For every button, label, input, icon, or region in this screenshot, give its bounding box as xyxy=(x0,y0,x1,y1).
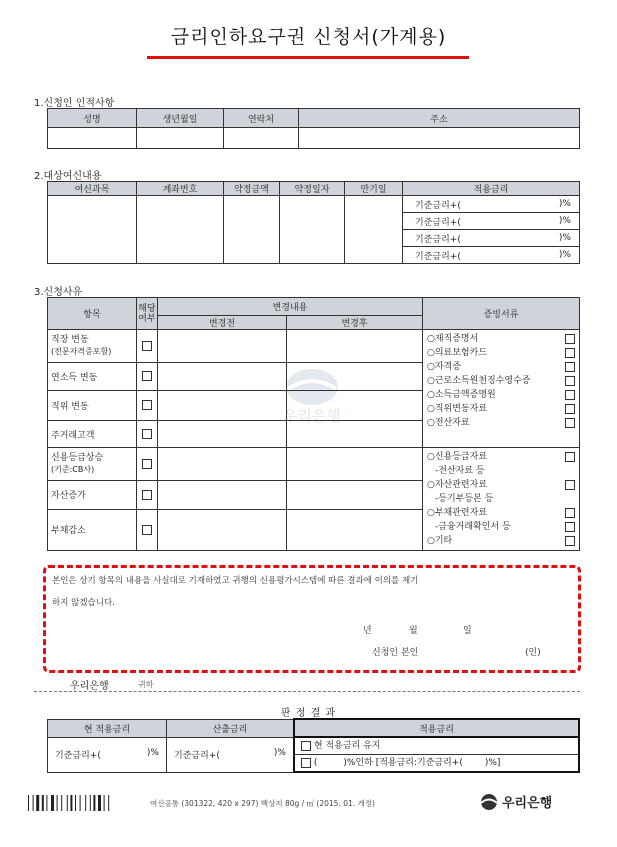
applicant-info-table xyxy=(47,108,580,149)
item-label: 신용등급상승 xyxy=(51,452,104,463)
brand-name: 우리은행 xyxy=(502,796,553,811)
checkbox[interactable] xyxy=(565,508,575,518)
item-debt-decrease: 부채감소 xyxy=(48,509,137,550)
before-field[interactable] xyxy=(158,330,287,363)
rate-row[interactable] xyxy=(403,230,579,247)
current-rate-cell[interactable] xyxy=(48,737,167,772)
applicant-label: 신청인 본인 xyxy=(372,648,419,658)
option-keep[interactable] xyxy=(295,738,578,755)
loan-details-table xyxy=(47,181,580,264)
checkbox[interactable] xyxy=(565,390,575,400)
bank-logo-icon xyxy=(480,793,498,811)
contact-field[interactable] xyxy=(224,128,299,149)
item-job-change xyxy=(48,330,137,363)
doc-label: -금융거래확인서 등 xyxy=(435,522,511,532)
checkbox[interactable] xyxy=(142,341,152,351)
checkbox[interactable] xyxy=(142,400,152,410)
doc-item xyxy=(427,492,575,506)
header-birthdate: 생년월일 xyxy=(137,109,224,128)
form-title: 금리인하요구권 신청서(가계용) xyxy=(170,26,447,48)
address-field[interactable] xyxy=(299,128,580,149)
watermark-text: 우리은행 xyxy=(283,407,341,425)
applied-rate-cell xyxy=(403,196,580,264)
before-field[interactable] xyxy=(158,448,287,481)
calc-rate-prefix: 기준금리+( xyxy=(174,751,220,761)
seal-label: (인) xyxy=(525,648,541,658)
doc-label: ○재직증명서 xyxy=(427,334,479,344)
addressee-bank: 우리은행 xyxy=(70,681,109,692)
header-applicable: 해당 여부 xyxy=(137,298,158,330)
cut-line xyxy=(34,691,580,692)
rate-suffix: )% xyxy=(558,250,571,260)
documents-group-1 xyxy=(423,330,580,448)
checkbox[interactable] xyxy=(142,371,152,381)
option-lower[interactable] xyxy=(295,755,578,771)
doc-item xyxy=(427,520,575,534)
rate-prefix: 기준금리+( xyxy=(415,234,461,245)
doc-label: -등기부등본 등 xyxy=(435,494,494,504)
date-year: 년 xyxy=(363,626,372,636)
header-final-rate: 적용금리 xyxy=(294,719,579,737)
calc-rate-cell[interactable] xyxy=(167,737,295,772)
declaration-line1: 본인은 상기 항목의 내용을 사실대로 기재하였고 귀행의 신용평가시스템에 따른 결과에 이의를 제기 xyxy=(52,576,419,586)
after-field[interactable] xyxy=(287,391,423,421)
header-current-rate: 현 적용금리 xyxy=(48,719,167,737)
checkbox[interactable] xyxy=(301,741,311,751)
section1-heading: 1.신청인 인적사항 xyxy=(34,98,115,109)
doc-item xyxy=(427,478,575,492)
header-address: 주소 xyxy=(299,109,580,128)
after-field[interactable] xyxy=(287,448,423,481)
after-field[interactable] xyxy=(287,421,423,448)
doc-label: ○신용등급자료 xyxy=(427,452,488,462)
rate-prefix: 기준금리+( xyxy=(415,217,461,228)
header-account-number: 계좌번호 xyxy=(137,182,224,196)
before-field[interactable] xyxy=(158,509,287,550)
doc-item xyxy=(427,506,575,520)
header-applied-rate: 적용금리 xyxy=(403,182,580,196)
rate-row[interactable] xyxy=(403,247,579,263)
doc-label: ○직위변동자료 xyxy=(427,404,488,414)
before-field[interactable] xyxy=(158,421,287,448)
after-field[interactable] xyxy=(287,363,423,391)
header-maturity-date: 만기일 xyxy=(345,182,403,196)
loan-type-field[interactable] xyxy=(48,196,137,264)
section3-heading: 3.신청사유 xyxy=(34,287,83,298)
documents-group-2 xyxy=(423,448,580,551)
doc-item xyxy=(427,346,575,360)
item-main-customer: 주거래고객 xyxy=(48,421,137,448)
item-income-change: 연소득 변동 xyxy=(48,363,137,391)
date-day: 일 xyxy=(463,626,472,636)
doc-item xyxy=(427,450,575,464)
option-lower-close: )%] xyxy=(484,758,501,768)
option-lower-open: ( xyxy=(313,758,318,768)
rate-row[interactable] xyxy=(403,196,579,213)
before-field[interactable] xyxy=(158,391,287,421)
header-documents: 증빙서류 xyxy=(423,298,580,330)
doc-item xyxy=(427,388,575,402)
header-contract-amount: 약정금액 xyxy=(224,182,280,196)
result-title: 판 정 결 과 xyxy=(280,708,337,719)
rate-prefix: 기준금리+( xyxy=(415,200,461,211)
doc-item xyxy=(427,464,575,478)
checkbox[interactable] xyxy=(301,758,311,768)
reason-table xyxy=(47,297,580,551)
checkbox[interactable] xyxy=(565,452,575,462)
before-field[interactable] xyxy=(158,480,287,509)
doc-label: ○자격증 xyxy=(427,362,461,372)
doc-item xyxy=(427,402,575,416)
header-before: 변경전 xyxy=(158,316,287,330)
checkbox[interactable] xyxy=(565,522,575,532)
item-label: 직장 변동 xyxy=(51,335,89,345)
item-sublabel: (전문자격증포함) xyxy=(51,347,112,356)
item-position-change: 직위 변동 xyxy=(48,391,137,421)
addressee-suffix: 귀하 xyxy=(138,680,154,689)
rate-row[interactable] xyxy=(403,213,579,230)
header-change: 변경내용 xyxy=(158,298,423,316)
doc-label: ○기타 xyxy=(427,536,453,546)
result-table xyxy=(47,718,580,773)
section2-heading: 2.대상여신내용 xyxy=(34,171,102,182)
birthdate-field[interactable] xyxy=(137,128,224,149)
header-calculated-rate: 산출금리 xyxy=(167,719,295,737)
after-field[interactable] xyxy=(287,330,423,363)
doc-item xyxy=(427,360,575,374)
rate-suffix: )% xyxy=(558,216,571,226)
contract-date-field[interactable] xyxy=(280,196,345,264)
contract-amount-field[interactable] xyxy=(224,196,280,264)
checkbox[interactable] xyxy=(565,362,575,372)
form-code: 여신공통 (301322, 420 x 297) 백상지 80g / ㎡ (2015. 01. 개정) xyxy=(150,799,375,808)
checkbox[interactable] xyxy=(565,376,575,386)
rate-suffix: )% xyxy=(558,233,571,243)
item-sublabel: (기준:CB사) xyxy=(51,464,95,474)
doc-label: ○자산관련자료 xyxy=(427,480,488,490)
calc-rate-suffix: )% xyxy=(273,748,286,758)
header-item: 항목 xyxy=(48,298,137,330)
declaration-line2: 하지 않겠습니다. xyxy=(52,598,115,608)
name-field[interactable] xyxy=(48,128,137,149)
doc-label: ○의료보험카드 xyxy=(427,348,488,358)
date-month: 월 xyxy=(409,626,418,636)
doc-label: ○부채관련자료 xyxy=(427,508,488,518)
doc-item xyxy=(427,416,575,430)
option-keep-label: 현 적용금리 유지 xyxy=(313,741,381,751)
checkbox[interactable] xyxy=(142,429,152,439)
declaration-highlight-box xyxy=(43,565,581,673)
doc-item xyxy=(427,534,575,548)
checkbox[interactable] xyxy=(565,404,575,414)
doc-label: ○소득금액증명원 xyxy=(427,390,496,400)
checkbox[interactable] xyxy=(565,536,575,546)
header-loan-type: 여신과목 xyxy=(48,182,137,196)
header-name: 성명 xyxy=(48,109,137,128)
checkbox[interactable] xyxy=(142,459,152,469)
current-rate-suffix: )% xyxy=(146,748,159,758)
header-contact: 연락처 xyxy=(224,109,299,128)
brand-logo xyxy=(480,792,552,811)
checkbox[interactable] xyxy=(142,525,152,535)
doc-label: ○전산자료 xyxy=(427,418,470,428)
doc-label: -전산자료 등 xyxy=(435,466,485,476)
account-number-field[interactable] xyxy=(137,196,224,264)
checkbox[interactable] xyxy=(565,480,575,490)
barcode-icon xyxy=(28,795,128,811)
header-contract-date: 약정일자 xyxy=(280,182,345,196)
doc-item xyxy=(427,332,575,346)
after-field[interactable] xyxy=(287,509,423,550)
checkbox[interactable] xyxy=(565,418,575,428)
item-credit-upgrade xyxy=(48,448,137,481)
doc-item xyxy=(427,374,575,388)
title-red-underline xyxy=(147,56,469,59)
after-field[interactable] xyxy=(287,480,423,509)
maturity-date-field[interactable] xyxy=(345,196,403,264)
option-lower-mid: )%인하 [적용금리:기준금리+( xyxy=(343,758,463,768)
doc-label: ○근로소득원천징수영수증 xyxy=(427,376,531,386)
final-rate-cell xyxy=(294,737,579,772)
checkbox[interactable] xyxy=(565,348,575,358)
rate-suffix: )% xyxy=(558,199,571,209)
current-rate-prefix: 기준금리+( xyxy=(55,751,101,761)
rate-prefix: 기준금리+( xyxy=(415,251,461,262)
checkbox[interactable] xyxy=(142,490,152,500)
before-field[interactable] xyxy=(158,363,287,391)
item-asset-increase: 자산증가 xyxy=(48,480,137,509)
header-after: 변경후 xyxy=(287,316,423,330)
checkbox[interactable] xyxy=(565,334,575,344)
